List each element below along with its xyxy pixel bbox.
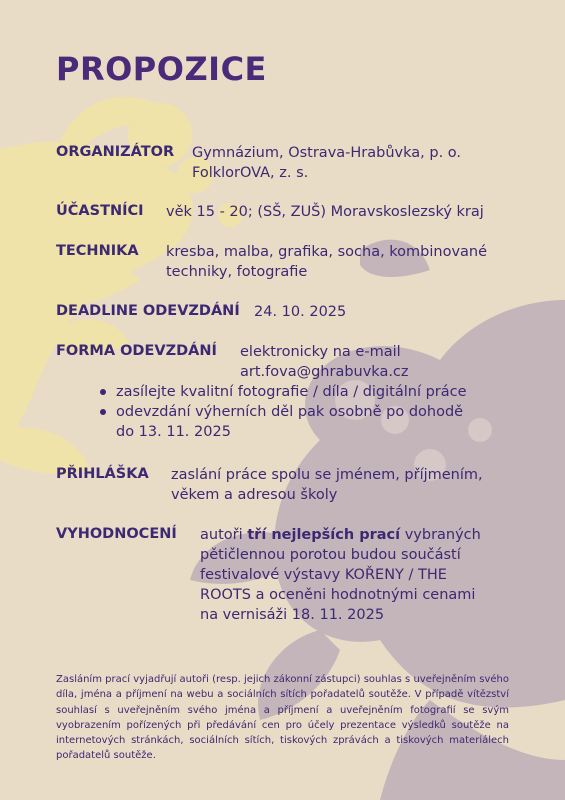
vyhodnoceni-line-1-post: vybraných <box>400 527 481 543</box>
vyhodnoceni-label: VYHODNOCENÍ <box>56 526 177 542</box>
forma-bullet-list <box>96 382 467 442</box>
bullet-dot-icon <box>100 389 106 395</box>
technika-label: TECHNIKA <box>56 243 139 259</box>
organizator-line-1: Gymnázium, Ostrava-Hrabůvka, p. o. <box>192 145 462 161</box>
forma-value <box>240 342 409 382</box>
vyhodnoceni-line-3: festivalové výstavy KOŘENY / THE <box>200 567 447 583</box>
forma-bullet-2 <box>96 402 467 442</box>
organizator-label: ORGANIZÁTOR <box>56 144 175 160</box>
vyhodnoceni-line-5: na vernisáži 18. 11. 2025 <box>200 607 385 623</box>
technika-line-1: kresba, malba, grafika, socha, kombinované <box>166 244 488 260</box>
forma-bullet-2-line-2: do 13. 11. 2025 <box>116 424 231 440</box>
organizator-line-2: FolklorOVA, z. s. <box>192 165 309 181</box>
organizator-value <box>192 143 461 183</box>
vyhodnoceni-highlight: tří nejlepších prací <box>247 527 401 543</box>
prihlaska-line-1: zaslání práce spolu se jménem, příjmením, <box>171 467 483 483</box>
vyhodnoceni-line-4: ROOTS a oceněni hodnotnými cenami <box>200 587 476 603</box>
forma-label: FORMA ODEVZDÁNÍ <box>56 343 217 359</box>
forma-bullet-1 <box>96 382 467 402</box>
forma-line-1: elektronicky na e-mail <box>240 344 401 360</box>
forma-bullet-2-line-1: odevzdání výherních děl pak osobně po dohodě <box>116 404 464 420</box>
forma-email: art.fova@ghrabuvka.cz <box>240 364 409 380</box>
ucastnici-label: ÚČASTNÍCI <box>56 203 144 219</box>
ucastnici-value <box>166 202 484 222</box>
forma-bullet-1-text: zasílejte kvalitní fotografie / díla / digitální práce <box>116 384 467 400</box>
vyhodnoceni-line-1-pre: autoři <box>200 527 248 543</box>
page-title: PROPOZICE <box>56 50 267 88</box>
technika-line-2: techniky, fotografie <box>166 264 308 280</box>
deadline-date: 24. 10. 2025 <box>254 304 347 320</box>
deadline-label: DEADLINE ODEVZDÁNÍ <box>56 303 240 319</box>
prihlaska-label: PŘIHLÁŠKA <box>56 466 149 482</box>
technika-value <box>166 242 487 282</box>
consent-footnote: Zasláním prací vyjadřují autoři (resp. jejich zákonní zástupci) souhlas s uveřejněním svého díla, jména a příjmení na webu a sociálních sítích pořadatelů soutěže. V případě vítězství souhlasí s uveřejněním svého jména a příjmení a uveřejněním fotografií se svým vyobrazením pořízených při předávání cen pro účely prezentace výsledků soutěže na internetových stránkách, sociálních sítích, tiskových zprávách a tiskových materiálech pořadatelů soutěže. <box>56 674 509 762</box>
ucastnici-line: věk 15 - 20; (SŠ, ZUŠ) Moravskoslezský kraj <box>166 204 484 220</box>
vyhodnoceni-line-2: pětičlennou porotou budou součástí <box>200 547 461 563</box>
deadline-value <box>254 302 346 322</box>
vyhodnoceni-value <box>200 525 481 625</box>
vyhodnoceni-line-1 <box>200 525 481 545</box>
bullet-dot-icon <box>100 409 106 415</box>
prihlaska-line-2: věkem a adresou školy <box>171 487 338 503</box>
prihlaska-value <box>171 465 483 505</box>
